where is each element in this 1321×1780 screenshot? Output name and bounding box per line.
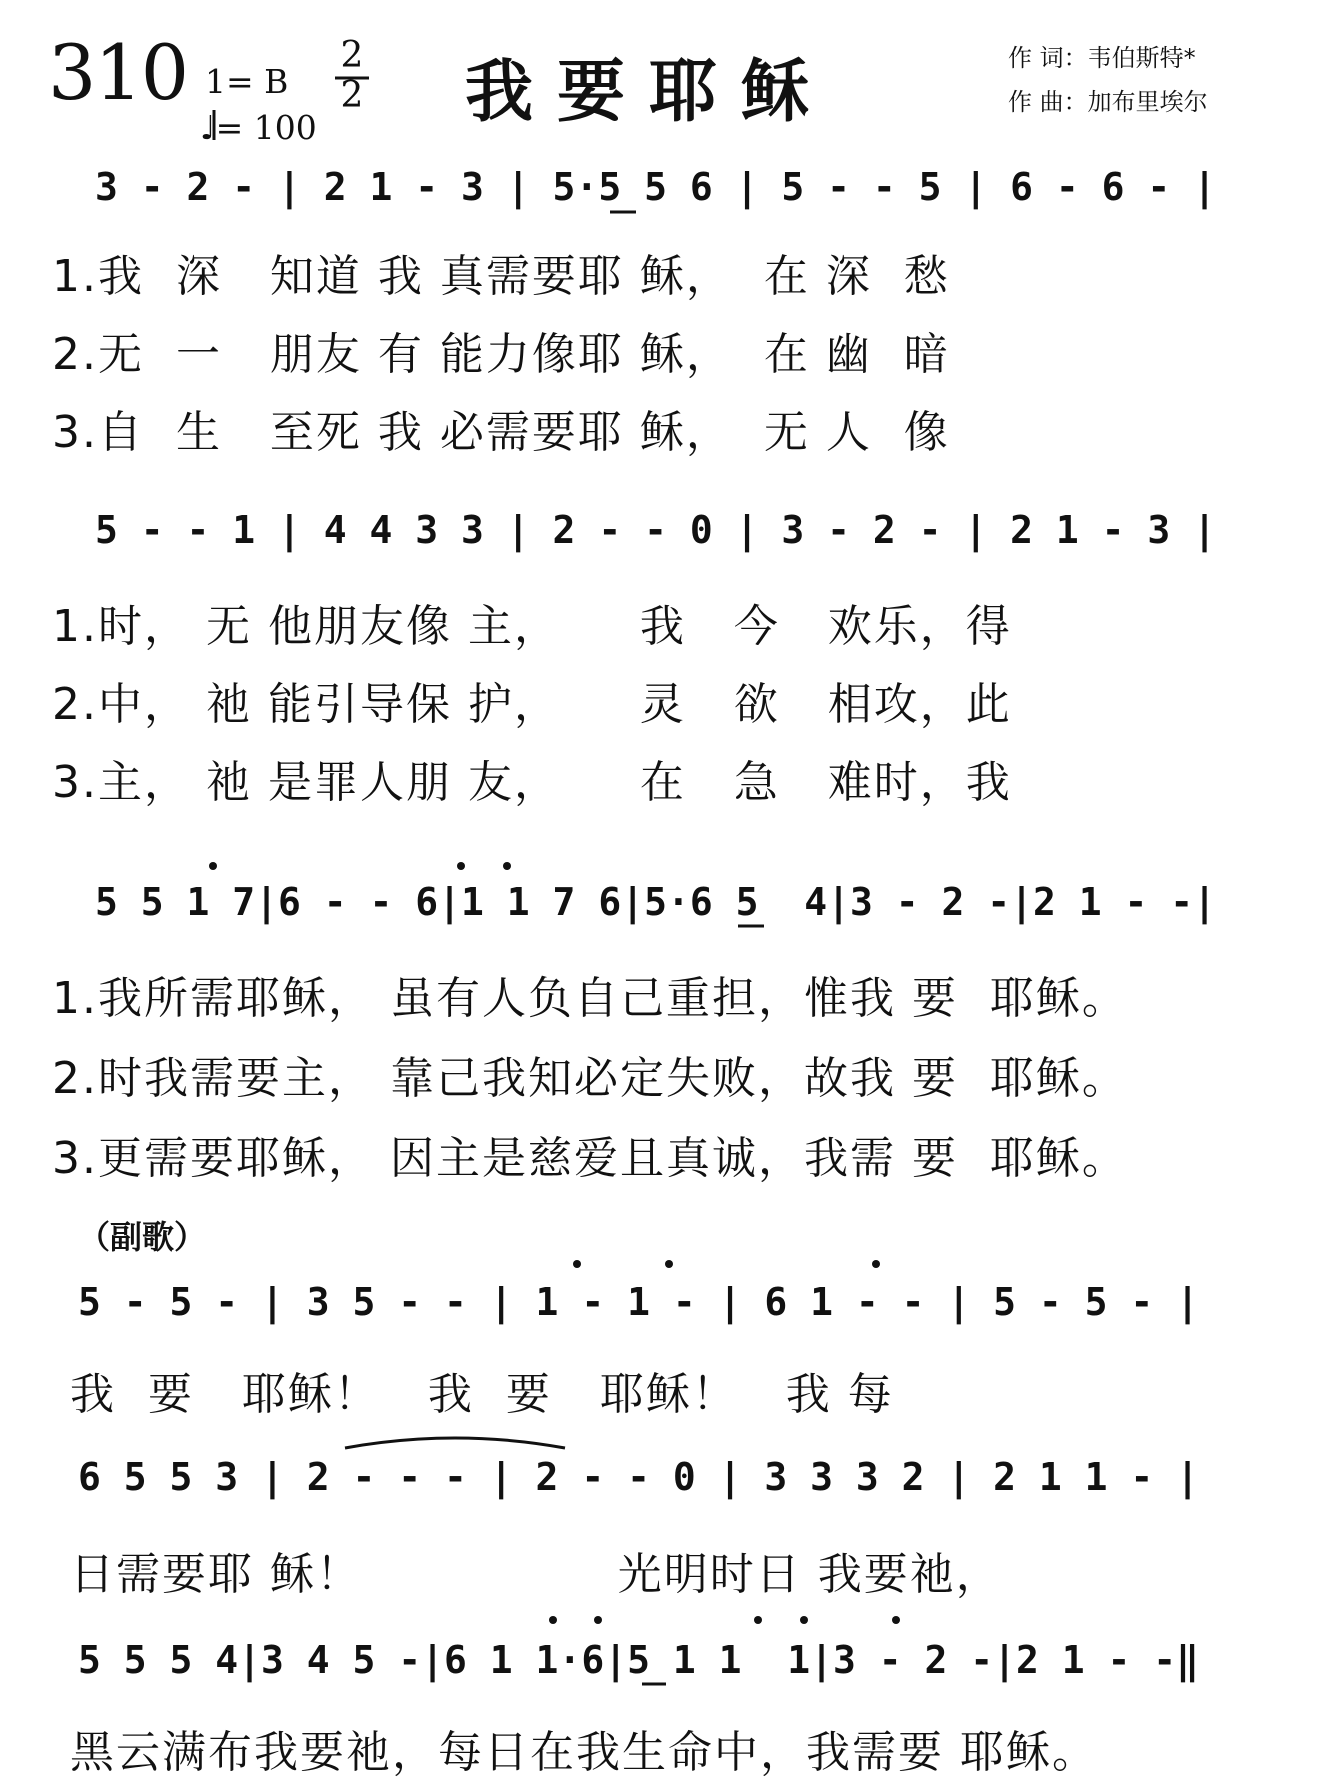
octave-dot	[665, 1260, 673, 1268]
octave-dot	[800, 1616, 808, 1624]
time-signature-top: 2	[340, 35, 364, 76]
lyric-line: 3.自 生 至死 我 必需要耶 稣， 无 人 像	[52, 407, 950, 458]
notation-line: 5 5 5 4|3 4 5 -|6 1 1·6|5 1 1 1|3 - 2 -|2 1 - -‖	[78, 1638, 1200, 1682]
tie-arc	[345, 1438, 565, 1448]
song-number: 310	[48, 28, 188, 117]
lyric-line: 日需要耶 稣！ 光明时日 我要祂，	[70, 1549, 1002, 1600]
lyric-line: 2.无 一 朋友 有 能力像耶 稣， 在 幽 暗	[52, 329, 950, 380]
octave-dot	[892, 1616, 900, 1624]
composer-credit: 作 曲：加布里埃尔	[1008, 88, 1208, 116]
tempo-marking: ♩= 100	[200, 108, 317, 147]
song-title: 我要耶稣	[465, 53, 834, 132]
octave-dot	[594, 1616, 602, 1624]
octave-dot	[872, 1260, 880, 1268]
octave-dot	[457, 862, 465, 870]
lyric-line: 1.我 深 知道 我 真需要耶 稣， 在 深 愁	[52, 251, 950, 302]
lyric-line: 我 要 耶稣！ 我 要 耶稣！ 我 每	[70, 1369, 894, 1420]
octave-dot	[754, 1616, 762, 1624]
notation-line: 3 - 2 - | 2 1 - 3 | 5·5 5 6 | 5 - - 5 | 6 - 6 - |	[95, 165, 1217, 209]
key-signature: 1= B	[205, 62, 289, 101]
octave-dot	[573, 1260, 581, 1268]
lyric-line: 1.时， 无 他朋友像 主， 我 今 欢乐，得	[52, 601, 1012, 652]
lyric-line: 2.中， 祂 能引导保 护， 灵 欲 相攻，此	[52, 679, 1012, 730]
lyric-line: 3.更需要耶稣， 因主是慈爱且真诚，我需 要 耶稣。	[52, 1133, 1128, 1184]
notation-line: 6 5 5 3 | 2 - - - | 2 - - 0 | 3 3 3 2 | 2 1 1 - |	[78, 1455, 1200, 1499]
lyric-line: 2.时我需要主， 靠己我知必定失败，故我 要 耶稣。	[52, 1053, 1128, 1104]
octave-dot	[549, 1616, 557, 1624]
lyric-line: 黑云满布我要祂，每日在我生命中，我需要 耶稣。	[70, 1727, 1098, 1778]
lyricist-credit: 作 词：韦伯斯特*	[1008, 44, 1196, 72]
chorus-label: （副歌）	[78, 1218, 207, 1256]
octave-dot	[503, 862, 511, 870]
time-signature-bottom: 2	[340, 75, 364, 116]
lyric-line: 1.我所需耶稣， 虽有人负自己重担，惟我 要 耶稣。	[52, 973, 1128, 1024]
lyric-line: 3.主， 祂 是罪人朋 友， 在 急 难时，我	[52, 757, 1012, 808]
notation-line: 5 - 5 - | 3 5 - - | 1 - 1 - | 6 1 - - | 5 - 5 - |	[78, 1280, 1200, 1324]
octave-dot	[209, 862, 217, 870]
notation-line: 5 - - 1 | 4 4 3 3 | 2 - - 0 | 3 - 2 - | 2 1 - 3 |	[95, 508, 1217, 552]
time-signature	[335, 36, 369, 116]
notation-line: 5 5 1 7|6 - - 6|1 1 7 6|5·6 5 4|3 - 2 -|2 1 - -|	[95, 880, 1217, 924]
